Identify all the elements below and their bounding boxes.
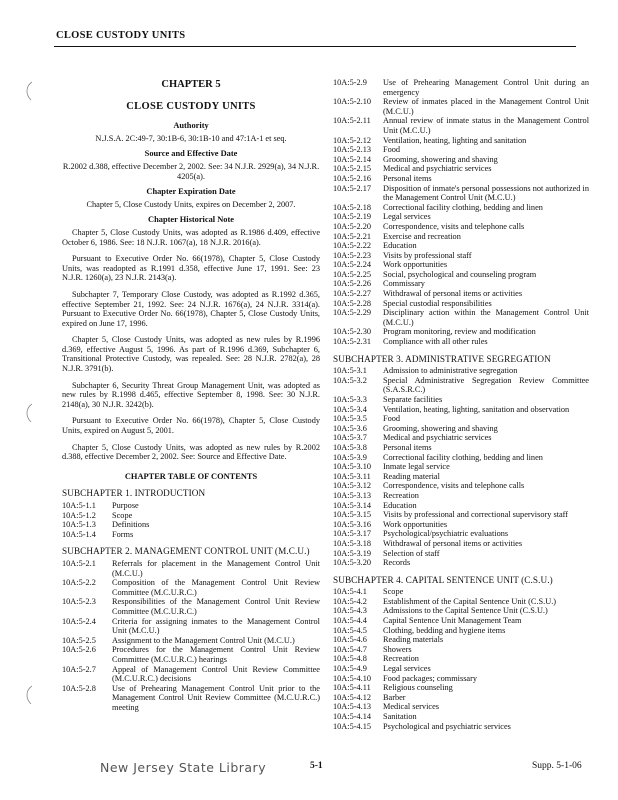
toc-item: 10A:5-2.5 Assignment to the Management Control Unit (M.C.U.) — [62, 635, 295, 645]
toc-item: 10A:5-2.18 Correctional facility clothing, bedding and linen — [333, 202, 543, 212]
punch-hole-mark-icon — [22, 402, 36, 424]
toc-item: 10A:5-1.1 Purpose — [62, 501, 139, 510]
toc-item: 10A:5-3.3 Separate facilities — [333, 395, 443, 404]
history-paragraph: Chapter 5, Close Custody Units, was adopted as new rules by R.2002 d.388, effective December 2, 2002. See: Source and Effective Date. — [62, 442, 320, 462]
toc-item: 10A:5-4.3 Admissions to the Capital Sentence Unit (C.S.U.) — [333, 606, 548, 616]
toc-item: 10A:5-3.1 Admission to administrative segregation — [333, 366, 518, 376]
toc-item: 10A:5-4.11 Religious counseling — [333, 683, 453, 693]
toc-item: 10A:5-2.19 Legal services — [333, 212, 431, 222]
toc-item: 10A:5-2.21 Exercise and recreation — [333, 231, 461, 241]
toc-item: 10A:5-4.7 Showers — [333, 644, 412, 654]
toc-item: 10A:5-3.17 Psychological/psychiatric evaluations — [333, 529, 509, 539]
toc-item: 10A:5-2.15 Medical and psychiatric services — [333, 164, 492, 174]
history-paragraph: Subchapter 6, Security Threat Group Management Unit, was adopted as new rules by R.1998 d.465, effective September 8, 1998. See: 30 N.J.R. 2148(a), 30 N.J.R. 3242(b). — [62, 380, 320, 409]
toc-item: 10A:5-2.22 Education — [333, 241, 417, 251]
toc-item: 10A:5-2.24 Work opportunities — [333, 260, 448, 270]
toc-item: 10A:5-3.19 Selection of staff — [333, 548, 440, 558]
header-rule — [54, 46, 576, 47]
toc-item: 10A:5-3.18 Withdrawal of personal items or activities — [333, 538, 523, 548]
subchapter-1-list — [62, 501, 320, 539]
toc-item: 10A:5-2.28 Special custodial responsibilities — [333, 298, 492, 308]
expiration-heading: Chapter Expiration Date — [146, 187, 236, 197]
toc-item: 10A:5-3.7 Medical and psychiatric services — [333, 433, 492, 443]
page-number: 5-1 — [310, 761, 323, 771]
punch-hole-mark-icon — [22, 80, 36, 102]
toc-item: 10A:5-2.20 Correspondence, visits and telephone calls — [333, 221, 525, 231]
toc-item: 10A:5-4.1 Scope — [333, 587, 404, 597]
subchapter-2-list-left — [62, 559, 320, 713]
toc-item: 10A:5-2.10 Review of inmates placed in the Management Control Unit (M.C.U.) — [333, 97, 589, 116]
toc-item: 10A:5-2.13 Food — [333, 145, 401, 155]
toc-item: 10A:5-3.13 Recreation — [333, 490, 419, 500]
toc-item: 10A:5-3.4 Ventilation, heating, lighting, sanitation and observation — [333, 404, 570, 414]
history-heading: Chapter Historical Note — [148, 215, 234, 225]
toc-item: 10A:5-4.5 Clothing, bedding and hygiene items — [333, 625, 506, 635]
toc-item: 10A:5-2.6 Procedures for the Management Control Unit Review Committee (M.C.U.R.C.) hearings — [62, 645, 320, 664]
toc-item: 10A:5-2.31 Compliance with all other rules — [333, 337, 488, 347]
subchapter-1-title: SUBCHAPTER 1. INTRODUCTION — [62, 488, 206, 499]
left-column — [62, 78, 320, 714]
toc-item: 10A:5-3.9 Correctional facility clothing, bedding and linen — [333, 452, 543, 462]
toc-item: 10A:5-2.25 Social, psychological and counseling program — [333, 269, 537, 279]
subchapter-4-list — [333, 587, 589, 731]
toc-item: 10A:5-4.13 Medical services — [333, 702, 439, 712]
toc-item: 10A:5-2.23 Visits by professional staff — [333, 250, 472, 260]
toc-item: 10A:5-3.8 Personal items — [333, 442, 432, 452]
toc-item: 10A:5-3.20 Records — [333, 558, 411, 568]
toc-item: 10A:5-2.9 Use of Prehearing Management Control Unit during an emergency — [333, 78, 589, 97]
history-paragraph: Subchapter 7, Temporary Close Custody, was adopted as R.1992 d.365, effective September 21, 1992. See: 24 N.J.R. 1676(a), 24 N.J.R. 3314(a). Pursuant to Executive Order No. 66(1978), Chapter 5, Close Custody Units, expired on June 17, 1996. — [62, 289, 320, 328]
toc-item: 10A:5-2.12 Ventilation, heating, lighting and sanitation — [333, 135, 527, 145]
toc-item: 10A:5-4.8 Recreation — [333, 654, 419, 664]
authority-heading: Authority — [173, 121, 209, 131]
toc-item: 10A:5-2.14 Grooming, showering and shaving — [333, 154, 498, 164]
toc-item: 10A:5-4.15 Psychological and psychiatric services — [333, 721, 511, 731]
punch-hole-mark-icon — [22, 684, 36, 706]
toc-item: 10A:5-4.6 Reading materials — [333, 635, 444, 645]
toc-item: 10A:5-3.16 Work opportunities — [333, 519, 448, 529]
toc-item: 10A:5-3.11 Reading material — [333, 471, 440, 481]
toc-item: 10A:5-4.9 Legal services — [333, 664, 431, 674]
chapter-title: CLOSE CUSTODY UNITS — [126, 100, 256, 112]
toc-item: 10A:5-3.12 Correspondence, visits and telephone calls — [333, 481, 525, 491]
source-text: R.2002 d.388, effective December 2, 2002. See: 34 N.J.R. 2929(a), 34 N.J.R. 4205(a). — [62, 161, 320, 181]
library-stamp: New Jersey State Library — [100, 760, 267, 775]
subchapter-3-list — [333, 366, 589, 567]
toc-item: 10A:5-2.2 Composition of the Management Control Unit Review Committee (M.C.U.R.C.) — [62, 578, 320, 597]
chapter-number: CHAPTER 5 — [161, 79, 221, 90]
toc-item: 10A:5-1.3 Definitions — [62, 520, 150, 530]
toc-item: 10A:5-1.4 Forms — [62, 529, 134, 539]
toc-item: 10A:5-4.12 Barber — [333, 692, 406, 702]
running-header: CLOSE CUSTODY UNITS — [56, 30, 186, 41]
toc-item: 10A:5-3.14 Education — [333, 500, 417, 510]
toc-item: 10A:5-2.8 Use of Prehearing Management Control Unit prior to the Management Control Unit Review Committee (M.C.U.R.C.) meeting — [62, 683, 320, 712]
toc-item: 10A:5-2.7 Appeal of Management Control Unit Review Committee (M.C.U.R.C.) decisions — [62, 664, 320, 684]
expiration-text: Chapter 5, Close Custody Units, expires on December 2, 2007. — [86, 199, 296, 209]
toc-item: 10A:5-3.5 Food — [333, 414, 401, 424]
toc-item: 10A:5-2.29 Disciplinary action within the Management Control Unit (M.C.U.) — [333, 308, 589, 327]
toc-heading: CHAPTER TABLE OF CONTENTS — [124, 471, 258, 481]
toc-item: 10A:5-2.4 Criteria for assigning inmates to the Management Control Unit (M.C.U.) — [62, 616, 320, 636]
toc-item: 10A:5-3.10 Inmate legal service — [333, 462, 450, 472]
history-paragraph: Chapter 5, Close Custody Units, was adopted as R.1986 d.409, effective October 6, 1986. See: 18 N.J.R. 1067(a), 18 N.J.R. 2016(a). — [62, 227, 320, 247]
toc-item: 10A:5-4.2 Establishment of the Capital Sentence Unit (C.S.U.) — [333, 596, 557, 606]
toc-item: 10A:5-2.30 Program monitoring, review and modification — [333, 327, 536, 337]
toc-item: 10A:5-3.2 Special Administrative Segregation Review Committee (S.A.S.R.C.) — [333, 375, 589, 395]
authority-text: N.J.S.A. 2C:49-7, 30:1B-6, 30:1B-10 and 47:1A-1 et seq. — [95, 133, 287, 143]
toc-item: 10A:5-3.6 Grooming, showering and shaving — [333, 423, 498, 433]
toc-item: 10A:5-3.15 Visits by professional and correctional supervisory staff — [333, 510, 569, 520]
history-paragraph: Chapter 5, Close Custody Units, was adopted as new rules by R.1996 d.369, effective August 5, 1996. As part of R.1996 d.369, Subchapter 6, Transitional Protective Custody, was repealed. See: 28 N.J.R. 2782(a), 28 N.J.R. 3791(b). — [62, 335, 320, 374]
subchapter-2-list-right — [333, 78, 589, 347]
source-heading: Source and Effective Date — [144, 149, 238, 159]
subchapter-3-title: SUBCHAPTER 3. ADMINISTRATIVE SEGREGATION — [333, 353, 551, 364]
subchapter-4-title: SUBCHAPTER 4. CAPITAL SENTENCE UNIT (C.S.U.) — [333, 574, 553, 585]
history-paragraph: Pursuant to Executive Order No. 66(1978), Chapter 5, Close Custody Units, was readopted as R.1991 d.358, effective June 17, 1991. See: 23 N.J.R. 1260(a), 23 N.J.R. 2143(a). — [62, 254, 320, 283]
supplement-label: Supp. 5-1-06 — [532, 761, 582, 771]
history-paragraph: Pursuant to Executive Order No. 66(1978), Chapter 5, Close Custody Units, expired on August 5, 2001. — [62, 416, 320, 436]
toc-item: 10A:5-2.16 Personal items — [333, 173, 432, 183]
toc-item: 10A:5-4.10 Food packages; commissary — [333, 673, 478, 683]
subchapter-2-title: SUBCHAPTER 2. MANAGEMENT CONTROL UNIT (M.C.U.) — [62, 546, 310, 557]
toc-item: 10A:5-1.2 Scope — [62, 510, 133, 520]
toc-item: 10A:5-4.4 Capital Sentence Unit Management Team — [333, 616, 522, 626]
toc-item: 10A:5-2.17 Disposition of inmate's personal possessions not authorized in the Management Control Unit (M.C.U.) — [333, 183, 589, 203]
right-column — [333, 78, 589, 733]
toc-item: 10A:5-4.14 Sanitation — [333, 712, 417, 721]
toc-item: 10A:5-2.3 Responsibilities of the Management Control Unit Review Committee (M.C.U.R.C.) — [62, 597, 320, 616]
toc-item: 10A:5-2.26 Commissary — [333, 279, 425, 289]
toc-item: 10A:5-2.1 Referrals for placement in the Management Control Unit (M.C.U.) — [62, 558, 320, 578]
toc-item: 10A:5-2.27 Withdrawal of personal items or activities — [333, 289, 523, 299]
toc-item: 10A:5-2.11 Annual review of inmate status in the Management Control Unit (M.C.U.) — [333, 116, 589, 135]
